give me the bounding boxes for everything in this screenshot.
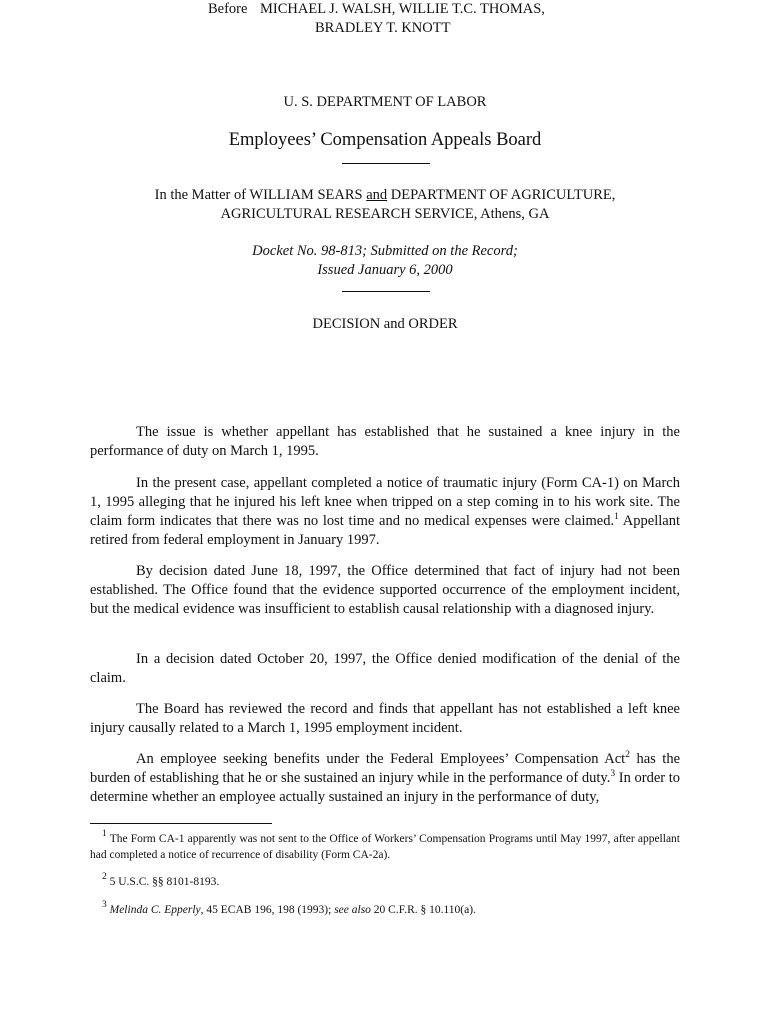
- paragraph-june-decision: By decision dated June 18, 1997, the Office determined that fact of injury had not been established. The Office found that the evidence supported occurrence of the employment incident, but the medical evidence was insufficient to establish causal relationship with a diagnosed injury.: [90, 563, 680, 617]
- paragraph-facts: [90, 474, 680, 550]
- matter-line-1: [0, 186, 770, 205]
- paragraph-october-decision: In a decision dated October 20, 1997, the Office denied modification of the denial of the claim.: [90, 651, 680, 686]
- footnote-ref-2: 2: [625, 750, 630, 760]
- footnote-3-end: 20 C.F.R. § 10.110(a).: [370, 904, 476, 916]
- title-divider: [342, 163, 430, 164]
- paragraph-issue: The issue is whether appellant has established that he sustained a knee injury in the performance of duty on March 1, 1995.: [90, 424, 680, 459]
- paragraph-burden-mid: has the burden of establishing that he or she sustained an injury while in the performance of duty.: [90, 751, 681, 786]
- footnote-3-case: Melinda C. Epperly: [106, 904, 201, 916]
- matter-caption: [0, 186, 770, 224]
- paragraph-facts-tail: Appellant retired from federal employment in January 1997.: [90, 513, 680, 548]
- footnote-2-text: 5 U.S.C. §§ 8101-8193.: [106, 876, 220, 888]
- docket-info: [0, 242, 770, 280]
- panel-line-2: BRADLEY T. KNOTT: [315, 20, 451, 36]
- decision-title: DECISION and ORDER: [312, 316, 458, 332]
- before-label: Before: [208, 1, 248, 17]
- docket-line-2: Issued January 6, 2000: [317, 262, 453, 278]
- matter-line-2: AGRICULTURAL RESEARCH SERVICE, Athens, GA: [220, 206, 550, 222]
- docket-line-1: Docket No. 98-813; Submitted on the Record;: [252, 243, 518, 259]
- matter-suffix: DEPARTMENT OF AGRICULTURE,: [387, 187, 616, 203]
- footnote-3-see: see also: [334, 904, 371, 916]
- board-title: Employees’ Compensation Appeals Board: [228, 130, 542, 150]
- paragraph-facts-text: In the present case, appellant completed a notice of traumatic injury (Form CA-1) on March 1, 1995 alleging that he injured his left knee when tripped on a step coming in to his work site. The claim form indicates that there was no lost time and no medical expenses were claimed.: [90, 475, 680, 529]
- paragraph-board-finding: The Board has reviewed the record and finds that appellant has not established a left knee injury causally related to a March 1, 1995 employment incident.: [90, 701, 680, 736]
- footnote-separator: [90, 823, 272, 824]
- footnote-1-text: The Form CA-1 apparently was not sent to the Office of Workers’ Compensation Programs until May 1997, after appellant had completed a notice of recurrence of disability (Form CA-2a).: [90, 833, 680, 861]
- matter-prefix: In the Matter of WILLIAM SEARS: [154, 187, 367, 203]
- matter-and: and: [366, 187, 388, 203]
- footnote-1-mark: 1: [102, 829, 107, 839]
- footnote-3-mid: , 45 ECAB 196, 198 (1993);: [200, 904, 335, 916]
- department-heading: U. S. DEPARTMENT OF LABOR: [283, 94, 487, 110]
- paragraph-burden-tail: In order to determine whether an employee actually sustained an injury in the performance of duty,: [90, 770, 680, 805]
- footnote-2: [90, 874, 680, 890]
- footnote-3-mark: 3: [102, 900, 107, 910]
- docket-divider: [342, 291, 430, 292]
- footnote-ref-1: 1: [614, 512, 619, 522]
- footnote-2-mark: 2: [102, 872, 107, 882]
- footnote-ref-3: 3: [610, 769, 616, 779]
- footnote-1: [90, 831, 680, 863]
- paragraph-burden: [90, 750, 680, 807]
- footnote-3: [90, 902, 680, 918]
- paragraph-burden-text: An employee seeking benefits under the Federal Employees’ Compensation Act: [136, 751, 626, 767]
- panel-line-1: MICHAEL J. WALSH, WILLIE T.C. THOMAS,: [260, 1, 545, 17]
